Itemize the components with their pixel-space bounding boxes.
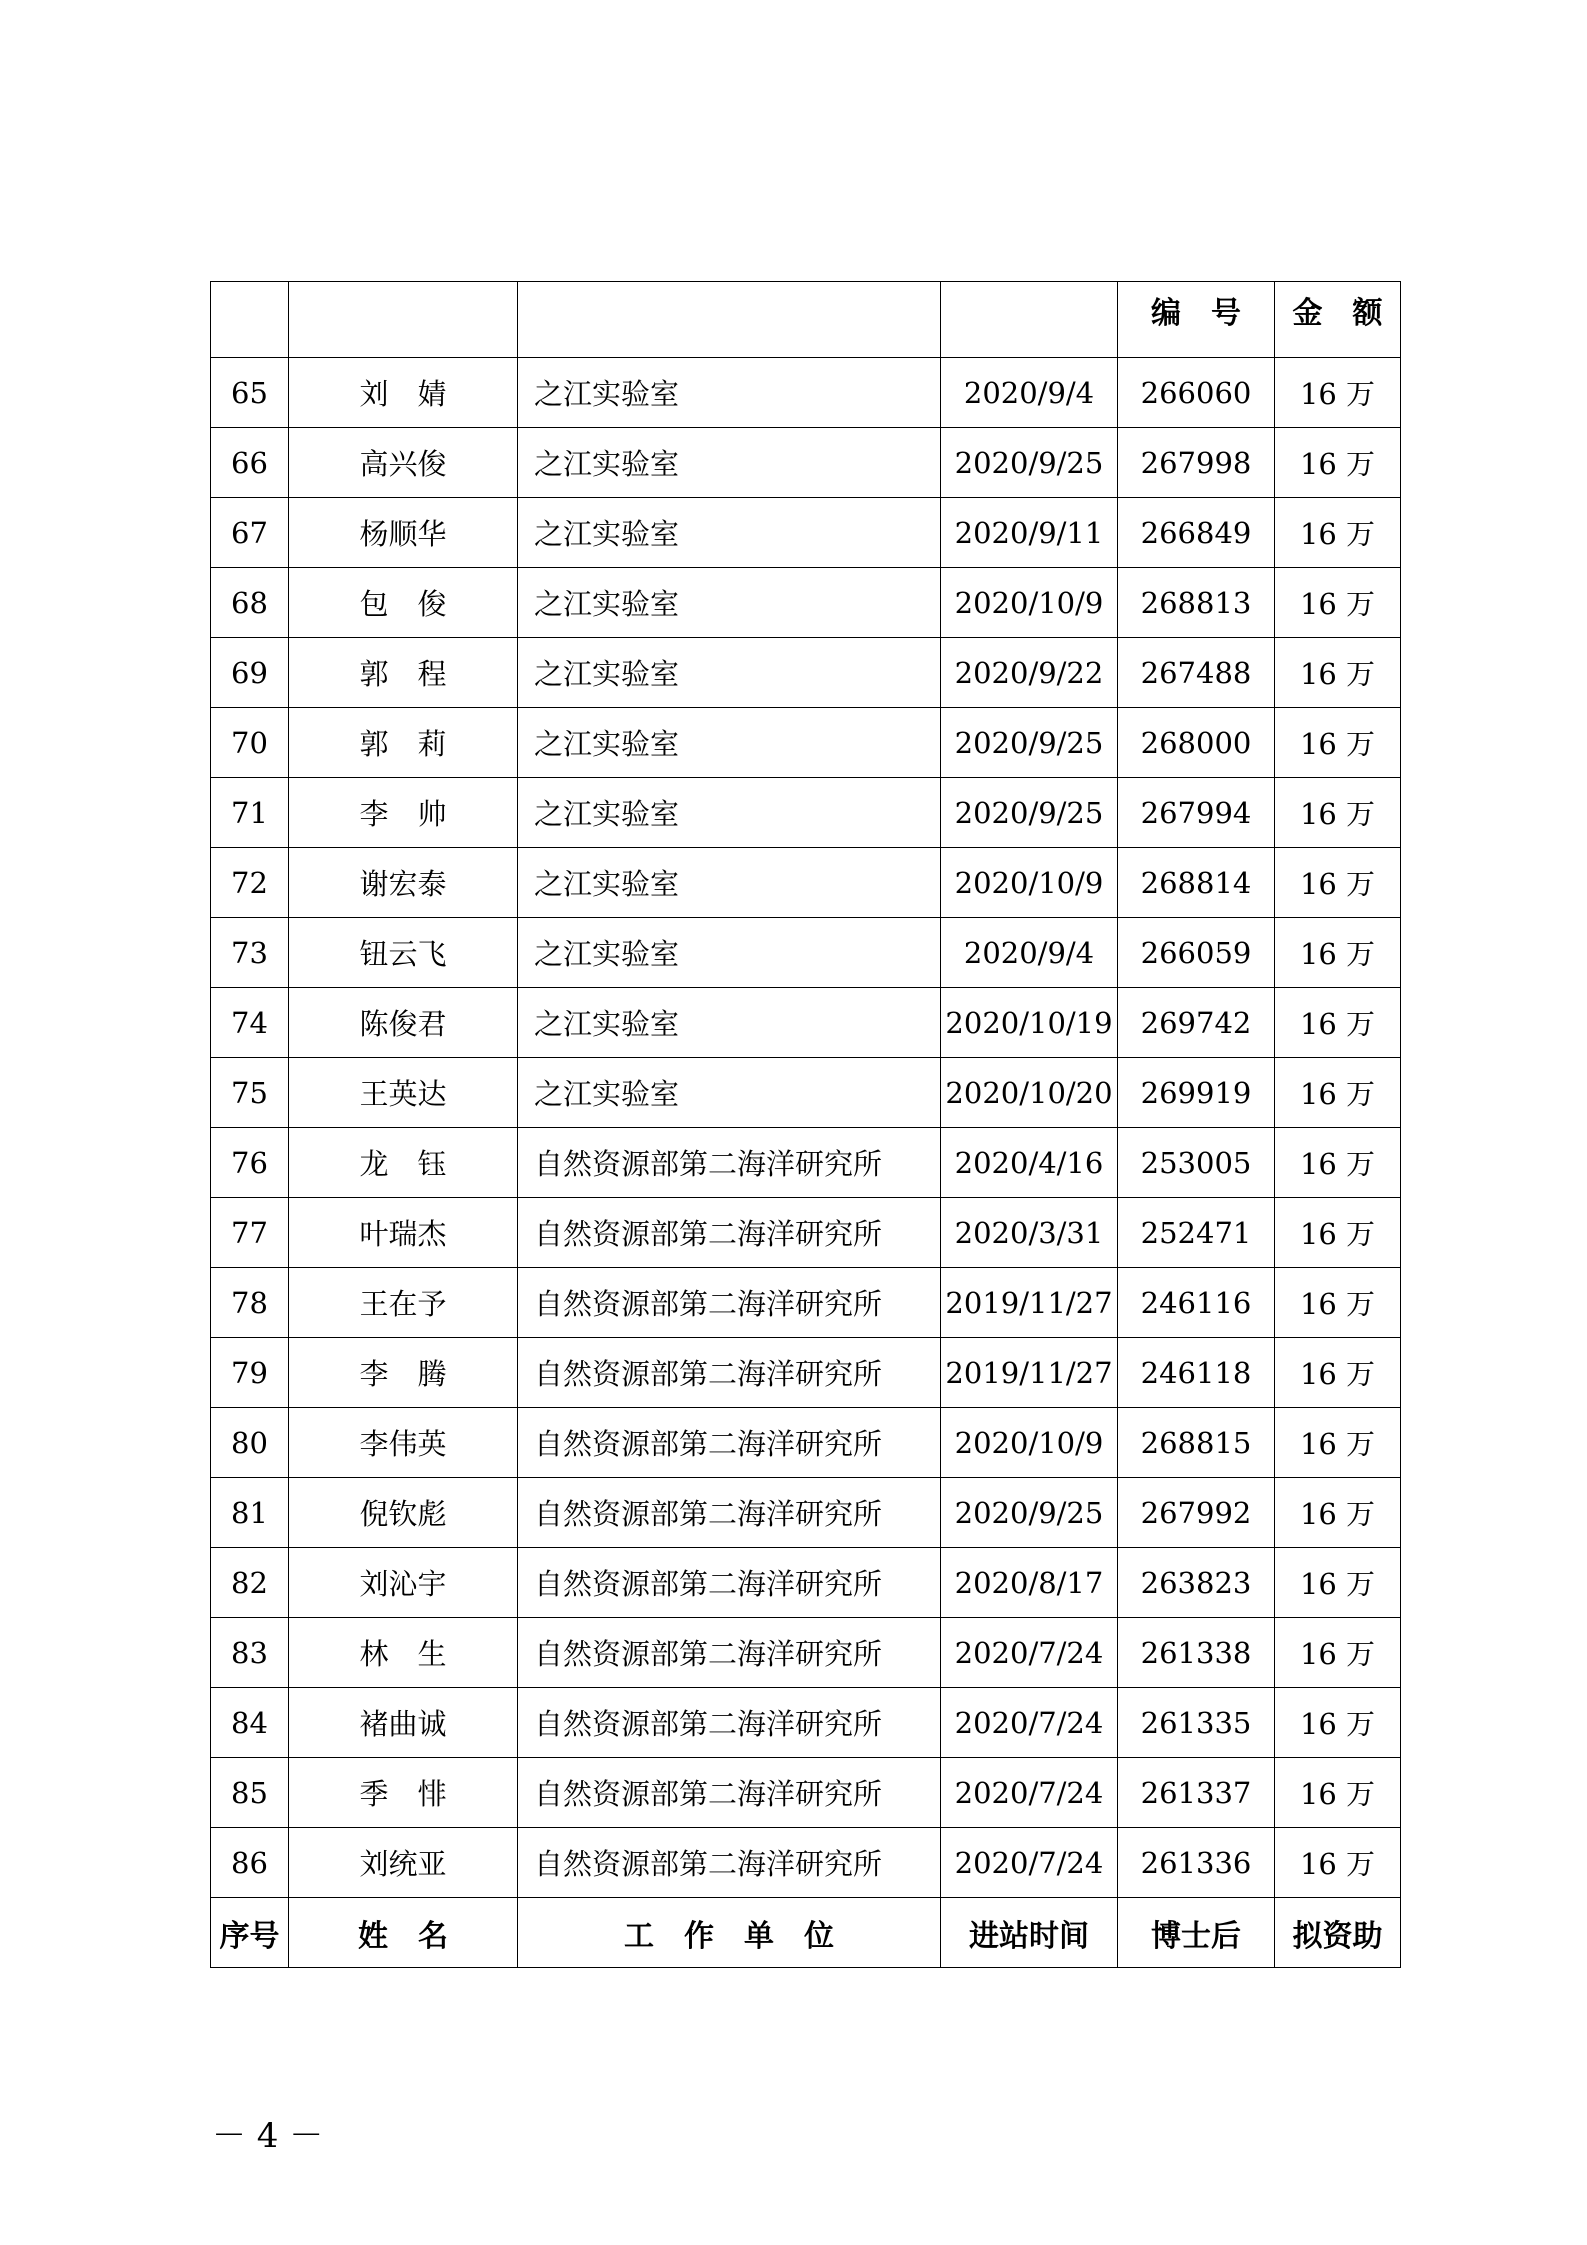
cell-date: 2020/10/19 xyxy=(941,988,1118,1058)
cell-name: 王在予 xyxy=(289,1268,518,1338)
cell-unit: 自然资源部第二海洋研究所 xyxy=(518,1408,941,1478)
cell-amount: 16 万 xyxy=(1275,1618,1401,1688)
cell-no: 83 xyxy=(211,1618,289,1688)
table-row xyxy=(211,918,1401,988)
cell-no: 65 xyxy=(211,358,289,428)
cell-amount: 16 万 xyxy=(1275,498,1401,568)
header-cell-postdoc-id: 编 号 xyxy=(1118,282,1275,358)
cell-name: 刘沁宇 xyxy=(289,1548,518,1618)
cell-amount: 16 万 xyxy=(1275,708,1401,778)
cell-unit: 之江实验室 xyxy=(518,638,941,708)
cell-date: 2020/9/25 xyxy=(941,1478,1118,1548)
cell-amount: 16 万 xyxy=(1275,1548,1401,1618)
cell-postdoc-id: 261336 xyxy=(1118,1828,1275,1898)
table-row xyxy=(211,1338,1401,1408)
cell-name: 郭 莉 xyxy=(289,708,518,778)
cell-amount: 16 万 xyxy=(1275,428,1401,498)
cell-date: 2020/8/17 xyxy=(941,1548,1118,1618)
page-number: － 4 － xyxy=(212,2116,324,2156)
cell-amount: 16 万 xyxy=(1275,918,1401,988)
cell-postdoc-id: 268815 xyxy=(1118,1408,1275,1478)
cell-unit: 自然资源部第二海洋研究所 xyxy=(518,1478,941,1548)
cell-unit: 自然资源部第二海洋研究所 xyxy=(518,1338,941,1408)
header-row-top xyxy=(211,282,1401,358)
cell-date: 2020/7/24 xyxy=(941,1618,1118,1688)
header-cell-no: 序号 xyxy=(211,1898,289,1968)
cell-date: 2020/4/16 xyxy=(941,1128,1118,1198)
cell-no: 77 xyxy=(211,1198,289,1268)
cell-postdoc-id: 253005 xyxy=(1118,1128,1275,1198)
cell-date: 2020/7/24 xyxy=(941,1828,1118,1898)
table-row xyxy=(211,428,1401,498)
cell-name: 谢宏泰 xyxy=(289,848,518,918)
cell-name: 季 悱 xyxy=(289,1758,518,1828)
cell-postdoc-id: 246118 xyxy=(1118,1338,1275,1408)
table-row xyxy=(211,638,1401,708)
cell-postdoc-id: 263823 xyxy=(1118,1548,1275,1618)
cell-amount: 16 万 xyxy=(1275,1268,1401,1338)
cell-name: 杨顺华 xyxy=(289,498,518,568)
cell-no: 76 xyxy=(211,1128,289,1198)
cell-date: 2020/7/24 xyxy=(941,1758,1118,1828)
cell-unit: 自然资源部第二海洋研究所 xyxy=(518,1828,941,1898)
table-row xyxy=(211,708,1401,778)
cell-date: 2019/11/27 xyxy=(941,1268,1118,1338)
table-row xyxy=(211,1758,1401,1828)
cell-unit: 之江实验室 xyxy=(518,428,941,498)
cell-no: 75 xyxy=(211,1058,289,1128)
cell-date: 2020/9/4 xyxy=(941,358,1118,428)
header-cell-amount: 拟资助 xyxy=(1275,1898,1401,1968)
header-cell-name: 姓 名 xyxy=(289,1898,518,1968)
cell-date: 2020/9/22 xyxy=(941,638,1118,708)
cell-no: 81 xyxy=(211,1478,289,1548)
cell-unit: 自然资源部第二海洋研究所 xyxy=(518,1688,941,1758)
header-row-bottom xyxy=(211,1898,1401,1968)
cell-amount: 16 万 xyxy=(1275,848,1401,918)
header-cell-no xyxy=(211,282,289,358)
cell-unit: 自然资源部第二海洋研究所 xyxy=(518,1618,941,1688)
cell-name: 李 腾 xyxy=(289,1338,518,1408)
cell-no: 86 xyxy=(211,1828,289,1898)
cell-unit: 之江实验室 xyxy=(518,568,941,638)
cell-name: 褚曲诚 xyxy=(289,1688,518,1758)
header-cell-postdoc-id: 博士后 xyxy=(1118,1898,1275,1968)
cell-no: 68 xyxy=(211,568,289,638)
cell-postdoc-id: 268813 xyxy=(1118,568,1275,638)
cell-name: 钮云飞 xyxy=(289,918,518,988)
cell-amount: 16 万 xyxy=(1275,1198,1401,1268)
cell-unit: 自然资源部第二海洋研究所 xyxy=(518,1268,941,1338)
cell-date: 2020/9/4 xyxy=(941,918,1118,988)
header-cell-name xyxy=(289,282,518,358)
cell-name: 龙 钰 xyxy=(289,1128,518,1198)
cell-amount: 16 万 xyxy=(1275,1758,1401,1828)
cell-date: 2020/10/20 xyxy=(941,1058,1118,1128)
cell-postdoc-id: 268814 xyxy=(1118,848,1275,918)
cell-no: 70 xyxy=(211,708,289,778)
cell-date: 2020/10/9 xyxy=(941,568,1118,638)
table-row xyxy=(211,568,1401,638)
cell-postdoc-id: 261335 xyxy=(1118,1688,1275,1758)
cell-postdoc-id: 261338 xyxy=(1118,1618,1275,1688)
cell-no: 74 xyxy=(211,988,289,1058)
table-row xyxy=(211,1618,1401,1688)
table-row xyxy=(211,358,1401,428)
cell-date: 2019/11/27 xyxy=(941,1338,1118,1408)
cell-no: 82 xyxy=(211,1548,289,1618)
table-row xyxy=(211,1198,1401,1268)
cell-name: 高兴俊 xyxy=(289,428,518,498)
cell-unit: 之江实验室 xyxy=(518,708,941,778)
cell-amount: 16 万 xyxy=(1275,1338,1401,1408)
cell-name: 林 生 xyxy=(289,1618,518,1688)
cell-no: 67 xyxy=(211,498,289,568)
table-row xyxy=(211,1058,1401,1128)
cell-name: 倪钦彪 xyxy=(289,1478,518,1548)
cell-date: 2020/10/9 xyxy=(941,1408,1118,1478)
cell-unit: 之江实验室 xyxy=(518,988,941,1058)
cell-amount: 16 万 xyxy=(1275,358,1401,428)
cell-name: 李 帅 xyxy=(289,778,518,848)
cell-postdoc-id: 266060 xyxy=(1118,358,1275,428)
cell-name: 叶瑞杰 xyxy=(289,1198,518,1268)
table-row xyxy=(211,1688,1401,1758)
cell-postdoc-id: 266849 xyxy=(1118,498,1275,568)
cell-postdoc-id: 267994 xyxy=(1118,778,1275,848)
cell-unit: 之江实验室 xyxy=(518,498,941,568)
cell-amount: 16 万 xyxy=(1275,1408,1401,1478)
cell-date: 2020/9/25 xyxy=(941,428,1118,498)
table-row xyxy=(211,1128,1401,1198)
cell-no: 85 xyxy=(211,1758,289,1828)
table-row xyxy=(211,988,1401,1058)
cell-date: 2020/9/25 xyxy=(941,778,1118,848)
cell-postdoc-id: 252471 xyxy=(1118,1198,1275,1268)
header-cell-date: 进站时间 xyxy=(941,1898,1118,1968)
cell-postdoc-id: 266059 xyxy=(1118,918,1275,988)
cell-name: 陈俊君 xyxy=(289,988,518,1058)
cell-unit: 之江实验室 xyxy=(518,848,941,918)
funding-table xyxy=(210,281,1401,1968)
cell-date: 2020/9/25 xyxy=(941,708,1118,778)
cell-unit: 自然资源部第二海洋研究所 xyxy=(518,1548,941,1618)
table-row xyxy=(211,498,1401,568)
table-row xyxy=(211,1548,1401,1618)
cell-unit: 之江实验室 xyxy=(518,918,941,988)
table-row xyxy=(211,1478,1401,1548)
cell-amount: 16 万 xyxy=(1275,1828,1401,1898)
cell-unit: 自然资源部第二海洋研究所 xyxy=(518,1128,941,1198)
cell-amount: 16 万 xyxy=(1275,1478,1401,1548)
table-row xyxy=(211,848,1401,918)
cell-name: 刘统亚 xyxy=(289,1828,518,1898)
cell-name: 李伟英 xyxy=(289,1408,518,1478)
cell-amount: 16 万 xyxy=(1275,1058,1401,1128)
cell-postdoc-id: 269919 xyxy=(1118,1058,1275,1128)
header-cell-unit xyxy=(518,282,941,358)
cell-no: 80 xyxy=(211,1408,289,1478)
table-row xyxy=(211,1268,1401,1338)
cell-no: 71 xyxy=(211,778,289,848)
cell-date: 2020/7/24 xyxy=(941,1688,1118,1758)
cell-postdoc-id: 267488 xyxy=(1118,638,1275,708)
cell-postdoc-id: 246116 xyxy=(1118,1268,1275,1338)
cell-name: 刘 婧 xyxy=(289,358,518,428)
cell-unit: 自然资源部第二海洋研究所 xyxy=(518,1758,941,1828)
cell-no: 72 xyxy=(211,848,289,918)
cell-no: 73 xyxy=(211,918,289,988)
cell-amount: 16 万 xyxy=(1275,1688,1401,1758)
table-row xyxy=(211,778,1401,848)
cell-postdoc-id: 267992 xyxy=(1118,1478,1275,1548)
cell-postdoc-id: 261337 xyxy=(1118,1758,1275,1828)
cell-no: 78 xyxy=(211,1268,289,1338)
cell-name: 郭 程 xyxy=(289,638,518,708)
cell-date: 2020/9/11 xyxy=(941,498,1118,568)
cell-amount: 16 万 xyxy=(1275,1128,1401,1198)
cell-amount: 16 万 xyxy=(1275,988,1401,1058)
cell-amount: 16 万 xyxy=(1275,778,1401,848)
cell-postdoc-id: 269742 xyxy=(1118,988,1275,1058)
cell-unit: 自然资源部第二海洋研究所 xyxy=(518,1198,941,1268)
header-cell-unit: 工 作 单 位 xyxy=(518,1898,941,1968)
cell-no: 69 xyxy=(211,638,289,708)
header-cell-date xyxy=(941,282,1118,358)
cell-date: 2020/3/31 xyxy=(941,1198,1118,1268)
table-row xyxy=(211,1828,1401,1898)
cell-name: 包 俊 xyxy=(289,568,518,638)
cell-unit: 之江实验室 xyxy=(518,358,941,428)
cell-date: 2020/10/9 xyxy=(941,848,1118,918)
cell-amount: 16 万 xyxy=(1275,638,1401,708)
cell-postdoc-id: 268000 xyxy=(1118,708,1275,778)
cell-amount: 16 万 xyxy=(1275,568,1401,638)
table-row xyxy=(211,1408,1401,1478)
cell-no: 79 xyxy=(211,1338,289,1408)
cell-no: 84 xyxy=(211,1688,289,1758)
cell-name: 王英达 xyxy=(289,1058,518,1128)
cell-no: 66 xyxy=(211,428,289,498)
cell-unit: 之江实验室 xyxy=(518,778,941,848)
cell-unit: 之江实验室 xyxy=(518,1058,941,1128)
cell-postdoc-id: 267998 xyxy=(1118,428,1275,498)
header-cell-amount: 金 额 xyxy=(1275,282,1401,358)
